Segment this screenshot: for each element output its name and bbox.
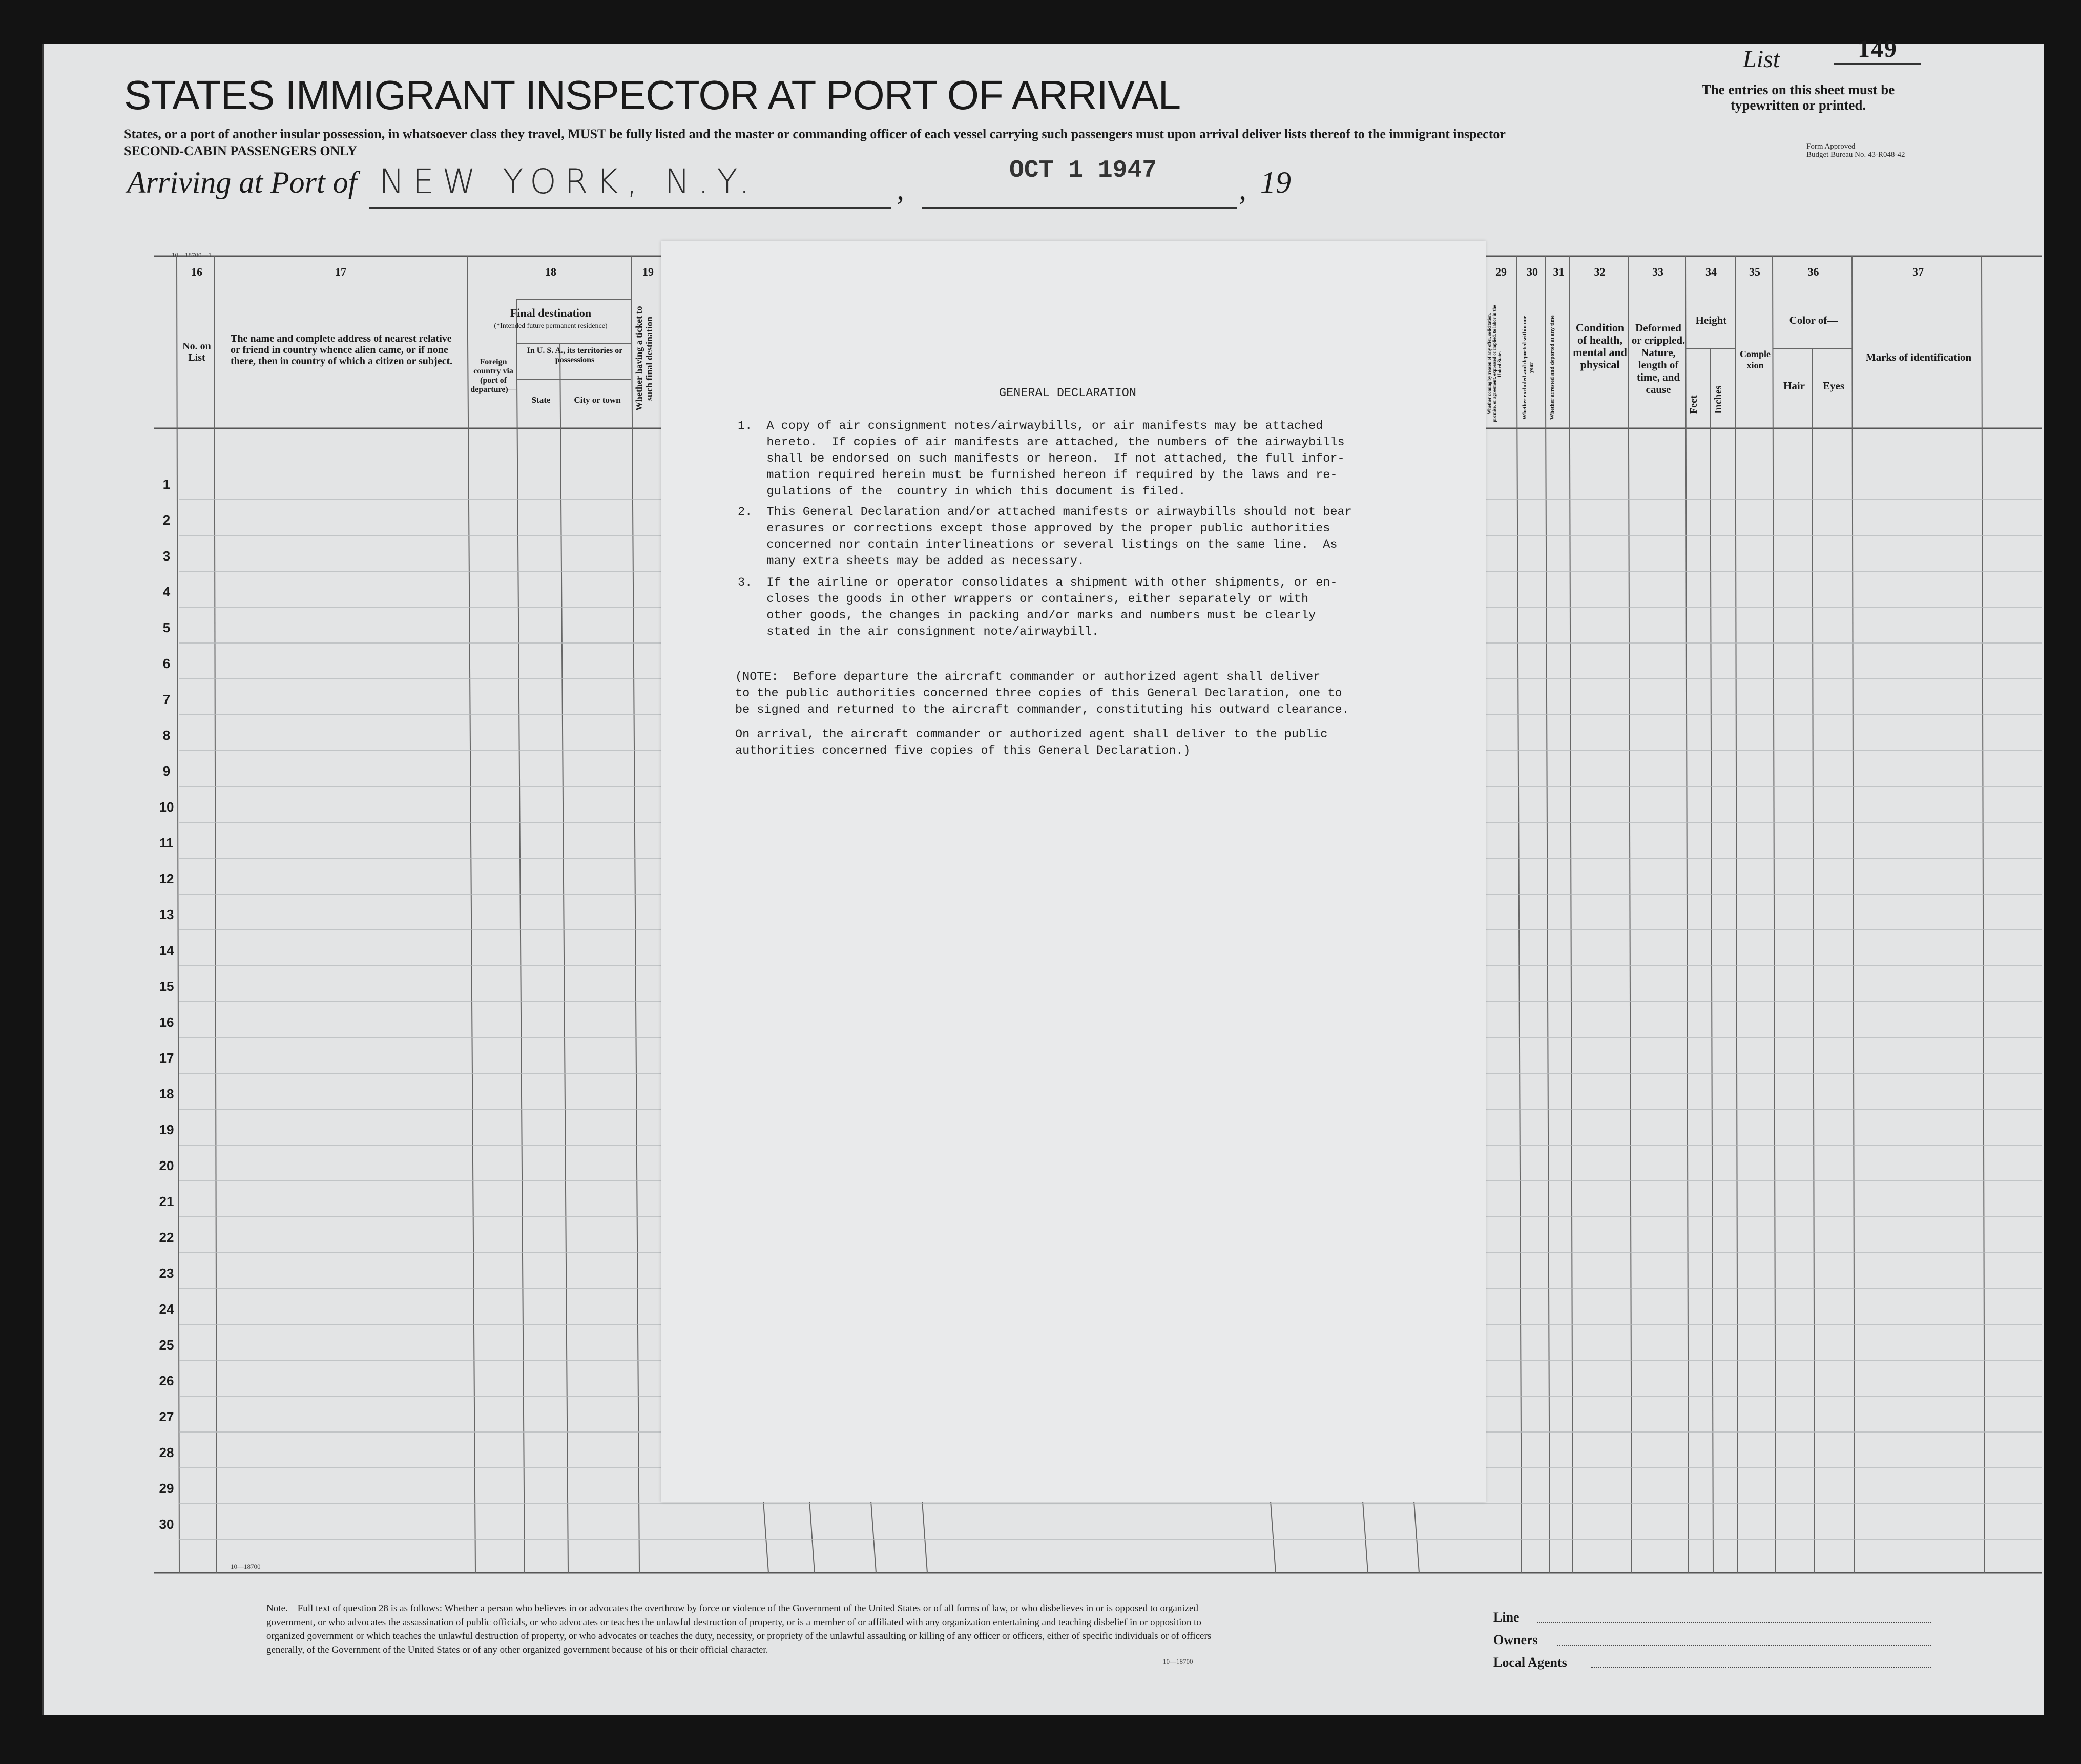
port-handwritten: NEW YORK, N.Y. [379, 162, 758, 201]
ticket-header: Whether having a ticket to such final destination [634, 306, 654, 411]
row-number: 19 [159, 1122, 174, 1137]
column-number: 16 [191, 265, 202, 278]
column-number: 32 [1594, 265, 1606, 278]
row-number: 2 [162, 512, 171, 528]
column-number: 34 [1705, 265, 1717, 278]
deformed-header: Deformed or crippled. Nature, length of time, and cause [1631, 322, 1685, 396]
excluded-header: Whether excluded and deported within one year [1522, 316, 1534, 420]
no-on-list-header: No. on List [182, 341, 211, 363]
column-number: 18 [545, 265, 556, 278]
column-number: 19 [642, 265, 654, 278]
labor-offer-header: Whether coming by reason of any offer, solicitation, promise, or agreement, expressed or implied, to labor in the United States [1487, 305, 1502, 423]
row-number: 3 [162, 548, 171, 564]
line-signature-line [1537, 1622, 1931, 1623]
row-number: 21 [159, 1194, 174, 1209]
row-number: 20 [159, 1158, 174, 1173]
form-approval [1806, 142, 1905, 159]
row-number: 5 [162, 620, 171, 635]
row-number: 4 [162, 584, 171, 599]
date-stamp: OCT 1 1947 [1009, 157, 1157, 184]
row-number: 18 [159, 1086, 174, 1102]
condition-header: Condition of health, mental and physical [1573, 321, 1627, 371]
row-number: 11 [159, 835, 174, 850]
general-declaration-sheet [661, 241, 1486, 1502]
comma-mark: , [897, 172, 904, 206]
complexion-header: Complexion [1740, 349, 1771, 370]
list-label: List [1743, 46, 1780, 73]
port-line [369, 207, 891, 209]
eyes-header: Eyes [1823, 380, 1844, 392]
row-number: 13 [159, 907, 174, 922]
color-of-header: Color of— [1789, 314, 1838, 326]
foreign-country-header: Foreign country via (port of departure)— [470, 358, 516, 394]
state-header: State [531, 395, 551, 405]
column-number: 31 [1553, 265, 1565, 278]
city-header: City or town [574, 395, 621, 405]
year-prefix: 19 [1260, 165, 1291, 199]
page-title: STATES IMMIGRANT INSPECTOR AT PORT OF ARRIVAL [124, 72, 1181, 118]
column-number: 33 [1652, 265, 1663, 278]
row-number: 1 [162, 476, 171, 492]
row-number: 27 [159, 1409, 174, 1424]
arrested-header: Whether arrested and deported at any time [1549, 315, 1555, 420]
column-number: 30 [1527, 265, 1538, 278]
feet-header: Feet [1688, 395, 1699, 414]
date-line [922, 207, 1237, 209]
row-number: 22 [159, 1230, 174, 1245]
owners-signature-line [1557, 1645, 1931, 1646]
row-number: 23 [159, 1265, 174, 1281]
budget-bureau-number: Budget Bureau No. 43-R048-42 [1806, 151, 1905, 159]
owners-label: Owners [1493, 1632, 1538, 1647]
row-number: 14 [159, 943, 174, 958]
local-agents-signature-line [1591, 1667, 1931, 1668]
declaration-paragraph-3: 3. If the airline or operator consolidates a shipment with other shipments, or en- closes the goods in other wrappers or containers, either separately or with other goods, the changes in packing and/or marks and numbers must be clearly stated in the air consignment note/airwaybill. [738, 576, 1338, 639]
row-number: 8 [162, 728, 171, 743]
height-header: Height [1695, 314, 1727, 326]
line-label: Line [1493, 1610, 1520, 1625]
row-number: 10 [159, 799, 174, 815]
row-number: 9 [162, 763, 171, 779]
row-number: 16 [159, 1014, 174, 1030]
comma-mark: , [1239, 172, 1246, 206]
row-number: 17 [159, 1050, 174, 1066]
question-28-note: Note.—Full text of question 28 is as follows: Whether a person who believes in or advocates the overthrow by force or violence of the Government of the United States or of all forms of law, or who disbelieves in or is opposed to organized government, or who advocates the assassination of public officials, or who advocates or teaches the unlawful destruction of property, or is a member of or affiliated with any organization entertaining and teaching disbelief in or opposition to organized government or which teaches the unlawful destruction of property, or who advocates or teaches the duty, necessity, or propriety of the unlawful assaulting or killing of any officer or officers, either of specific individuals or of officers generally, of the Government of the United States or of any other organized government because of his or their official character. [266, 1603, 1212, 1655]
column-number: 36 [1807, 265, 1819, 278]
column-number: 35 [1749, 265, 1760, 278]
column-number: 37 [1912, 265, 1924, 278]
final-destination-header: Final destination [510, 306, 592, 319]
row-number: 6 [162, 656, 171, 671]
column-number: 17 [335, 265, 346, 278]
inches-header: Inches [1713, 385, 1724, 414]
in-usa-header: In U. S. A., its territories or possessions [527, 346, 623, 364]
declaration-arrival: On arrival, the aircraft commander or authorized agent shall deliver to the public authorities concerned five copies of this General Declaration.) [735, 728, 1328, 758]
row-number: 29 [159, 1481, 174, 1496]
row-number: 26 [159, 1373, 174, 1388]
row-number: 28 [159, 1445, 174, 1460]
local-agents-label: Local Agents [1493, 1655, 1567, 1670]
instructions-text: States, or a port of another insular possession, in whatsoever class they travel, MUST be fully listed and the master or commanding officer of each vessel carrying such passengers must upon arrival deliver lists thereof to the immigrant inspector [124, 127, 1506, 141]
form-approved-label: Form Approved [1806, 142, 1856, 151]
form-code-bottom: 10—18700 [231, 1563, 261, 1570]
row-number: 12 [159, 871, 174, 886]
row-number: 15 [159, 979, 174, 994]
list-number: 149 [1834, 35, 1921, 65]
declaration-heading: GENERAL DECLARATION [999, 386, 1136, 400]
passenger-class: SECOND-CABIN PASSENGERS ONLY [124, 143, 358, 158]
form-code-top: 10—18700—1 [172, 251, 212, 259]
row-number: 30 [159, 1517, 174, 1532]
row-number: 24 [159, 1301, 174, 1317]
relative-address-header: The name and complete address of nearest relative or friend in country whence alien came, or if none there, then in country of which a citizen or subject. [231, 333, 453, 367]
declaration-paragraph-1: 1. A copy of air consignment notes/airwaybills, or air manifests may be attached hereto. If copies of air manifests are attached, the numbers of the airwaybills shall be endorsed on such manifests or hereon. If not attached, the full infor- mation required herein must be furnished hereon if required by the laws and re- gulations of the country in which this document is filed. [738, 419, 1345, 499]
note-form-code: 10—18700 [1163, 1657, 1193, 1665]
declaration-paragraph-2: 2. This General Declaration and/or attached manifests or airwaybills should not bear erasures or corrections except those approved by the proper public authorities concerned nor contain interlineations or several listings on the same line. As many extra sheets may be added as necessary. [738, 505, 1352, 568]
row-number: 25 [159, 1337, 174, 1353]
column-number: 29 [1495, 265, 1507, 278]
marks-header: Marks of identification [1865, 351, 1972, 363]
declaration-note: (NOTE: Before departure the aircraft commander or authorized agent shall deliver to the public authorities concerned three copies of this General Declaration, one to be signed and returned to the aircraft commander, constituting his outward clearance. [735, 670, 1349, 717]
entries-note: The entries on this sheet must be typewritten or printed. [1701, 82, 1895, 113]
arriving-label: Arriving at Port of [127, 165, 357, 199]
intended-residence-note: (*Intended future permanent residence) [494, 322, 608, 330]
hair-header: Hair [1783, 380, 1805, 392]
row-number: 7 [162, 692, 171, 707]
